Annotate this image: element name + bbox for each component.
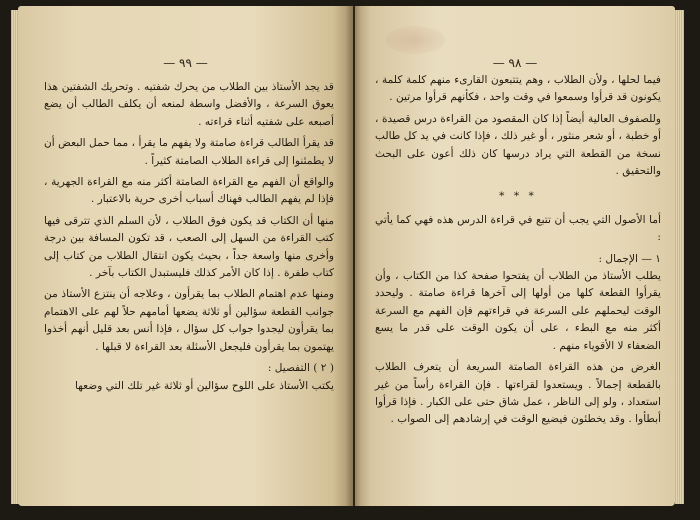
left-page-body — [44, 79, 334, 399]
right-page-number: — ٩٨ — — [492, 56, 538, 70]
book-gutter — [345, 6, 361, 506]
ink-stain — [385, 26, 445, 54]
left-paragraph: ومنها عدم اهتمام الطلاب بما يقرأون ، وعلاجه أن ينتزع الأستاذ من جوانب القطعة سؤالين أو ثلاثة يضعها أمامهم حلاً لهم على الاهتمام بما يقرأون ليجدوا جواب كل سؤال ، فإذا أنس بعد قليل أنهم أخذوا يهتمون بما يقرأون فليجعل الأسئلة بعد القراءة لا قبلها . — [44, 288, 334, 353]
left-paragraph: منها أن الكتاب قد يكون فوق الطلاب ، لأن السلم الذي تترقى فيها كتب القراءة من السهل إلى الصعب ، قد تكون المسافة بين درجة وأخرى منها واسعة جداً ، بحيث يكون انتقال الطلاب من كتاب إلى كتاب طفرة . إذا كان الأمر كذلك فليستبدل الكتاب بآخر . — [44, 214, 334, 280]
open-book — [8, 6, 694, 512]
left-last-line: يكتب الأستاذ على اللوح سؤالين أو ثلاثة غير تلك التي وضعها — [75, 379, 334, 392]
left-paragraph: قد يجد الأستاذ بين الطلاب من يحرك شفتيه . وتحريك الشفتين هذا يعوق السرعة ، والأفضل واسطة لمنعه أن يكلف الطالب أن يضع أصبعه على شفتيه أثناء قراءته . — [44, 81, 334, 128]
right-page-body — [375, 72, 661, 433]
left-paragraph: قد يقرأ الطالب قراءة صامتة ولا يفهم ما يقرأ ، مما حمل البعض أن لا يطمئنوا إلى قراءة الطلاب الصامتة كثيراً . — [44, 137, 334, 167]
right-paragraph: يطلب الأستاذ من الطلاب أن يفتحوا صفحة كذا من الكتاب ، وأن يقرأوا القطعة كلها من أولها إلى آخرها قراءة صامتة . وليحدد الوقت ليحملهم على السرعة في قراءتهم فإن الفهم مع السرعة أكثر منه مع البطء ، على أن يكون الوقت على قدر ما يسع الضعفاء لا الأقوياء منهم . — [375, 270, 661, 352]
right-page-edges — [675, 10, 684, 504]
section-separator: * * * — [499, 190, 537, 203]
left-page-number: — ٩٩ — — [163, 56, 208, 70]
right-intro: أما الأصول التي يجب أن تتبع في قراءة الدرس هذه فهي كما يأتي : — [375, 213, 661, 244]
right-paragraph: الغرض من هذه القراءة الصامتة السريعة أن يتعرف الطلاب بالقطعة إجمالاً . ويستعدوا لقراءتها . فإن القراءة رأساً من غير استعداد ، ولو إلى الناظر ، عمل شاق حتى على الكبار . فإذا قرأوا أبطأوا . وقد يخطئون فيضيع الوقت في إرشادهم إلى الصواب . — [375, 361, 661, 426]
right-paragraph: وللصفوف العالية أيضاً إذا كان المقصود من القراءة درس قصيدة ، أو خطبة ، أو شعر منثور ، أو غير ذلك ، فإذا كانت في يد كل طالب نسخة من القطعة التي يراد درسها كان ذلك أعون على البحث والتحقيق . — [375, 112, 661, 178]
left-paragraph: والواقع أن الفهم مع القراءة الصامتة أكثر منه مع القراءة الجهرية ، فإذا لم يفهم الطالب فهناك أسباب أخرى حرية بالاعتبار . — [44, 176, 334, 206]
right-page — [355, 6, 675, 506]
right-section-heading: ١ — الإجمال : — [598, 252, 661, 265]
left-page — [18, 6, 353, 506]
left-section-heading: ( ٢ ) التفصيل : — [267, 362, 334, 375]
right-paragraph: فيما لحلها ، ولأن الطلاب ، وهم يتتبعون القارىء منهم كلمة كلمة ، يكونون قد قرأوا وسمعوا في وقت واحد ، فكأنهم قرأوا مرتين . — [375, 74, 661, 104]
